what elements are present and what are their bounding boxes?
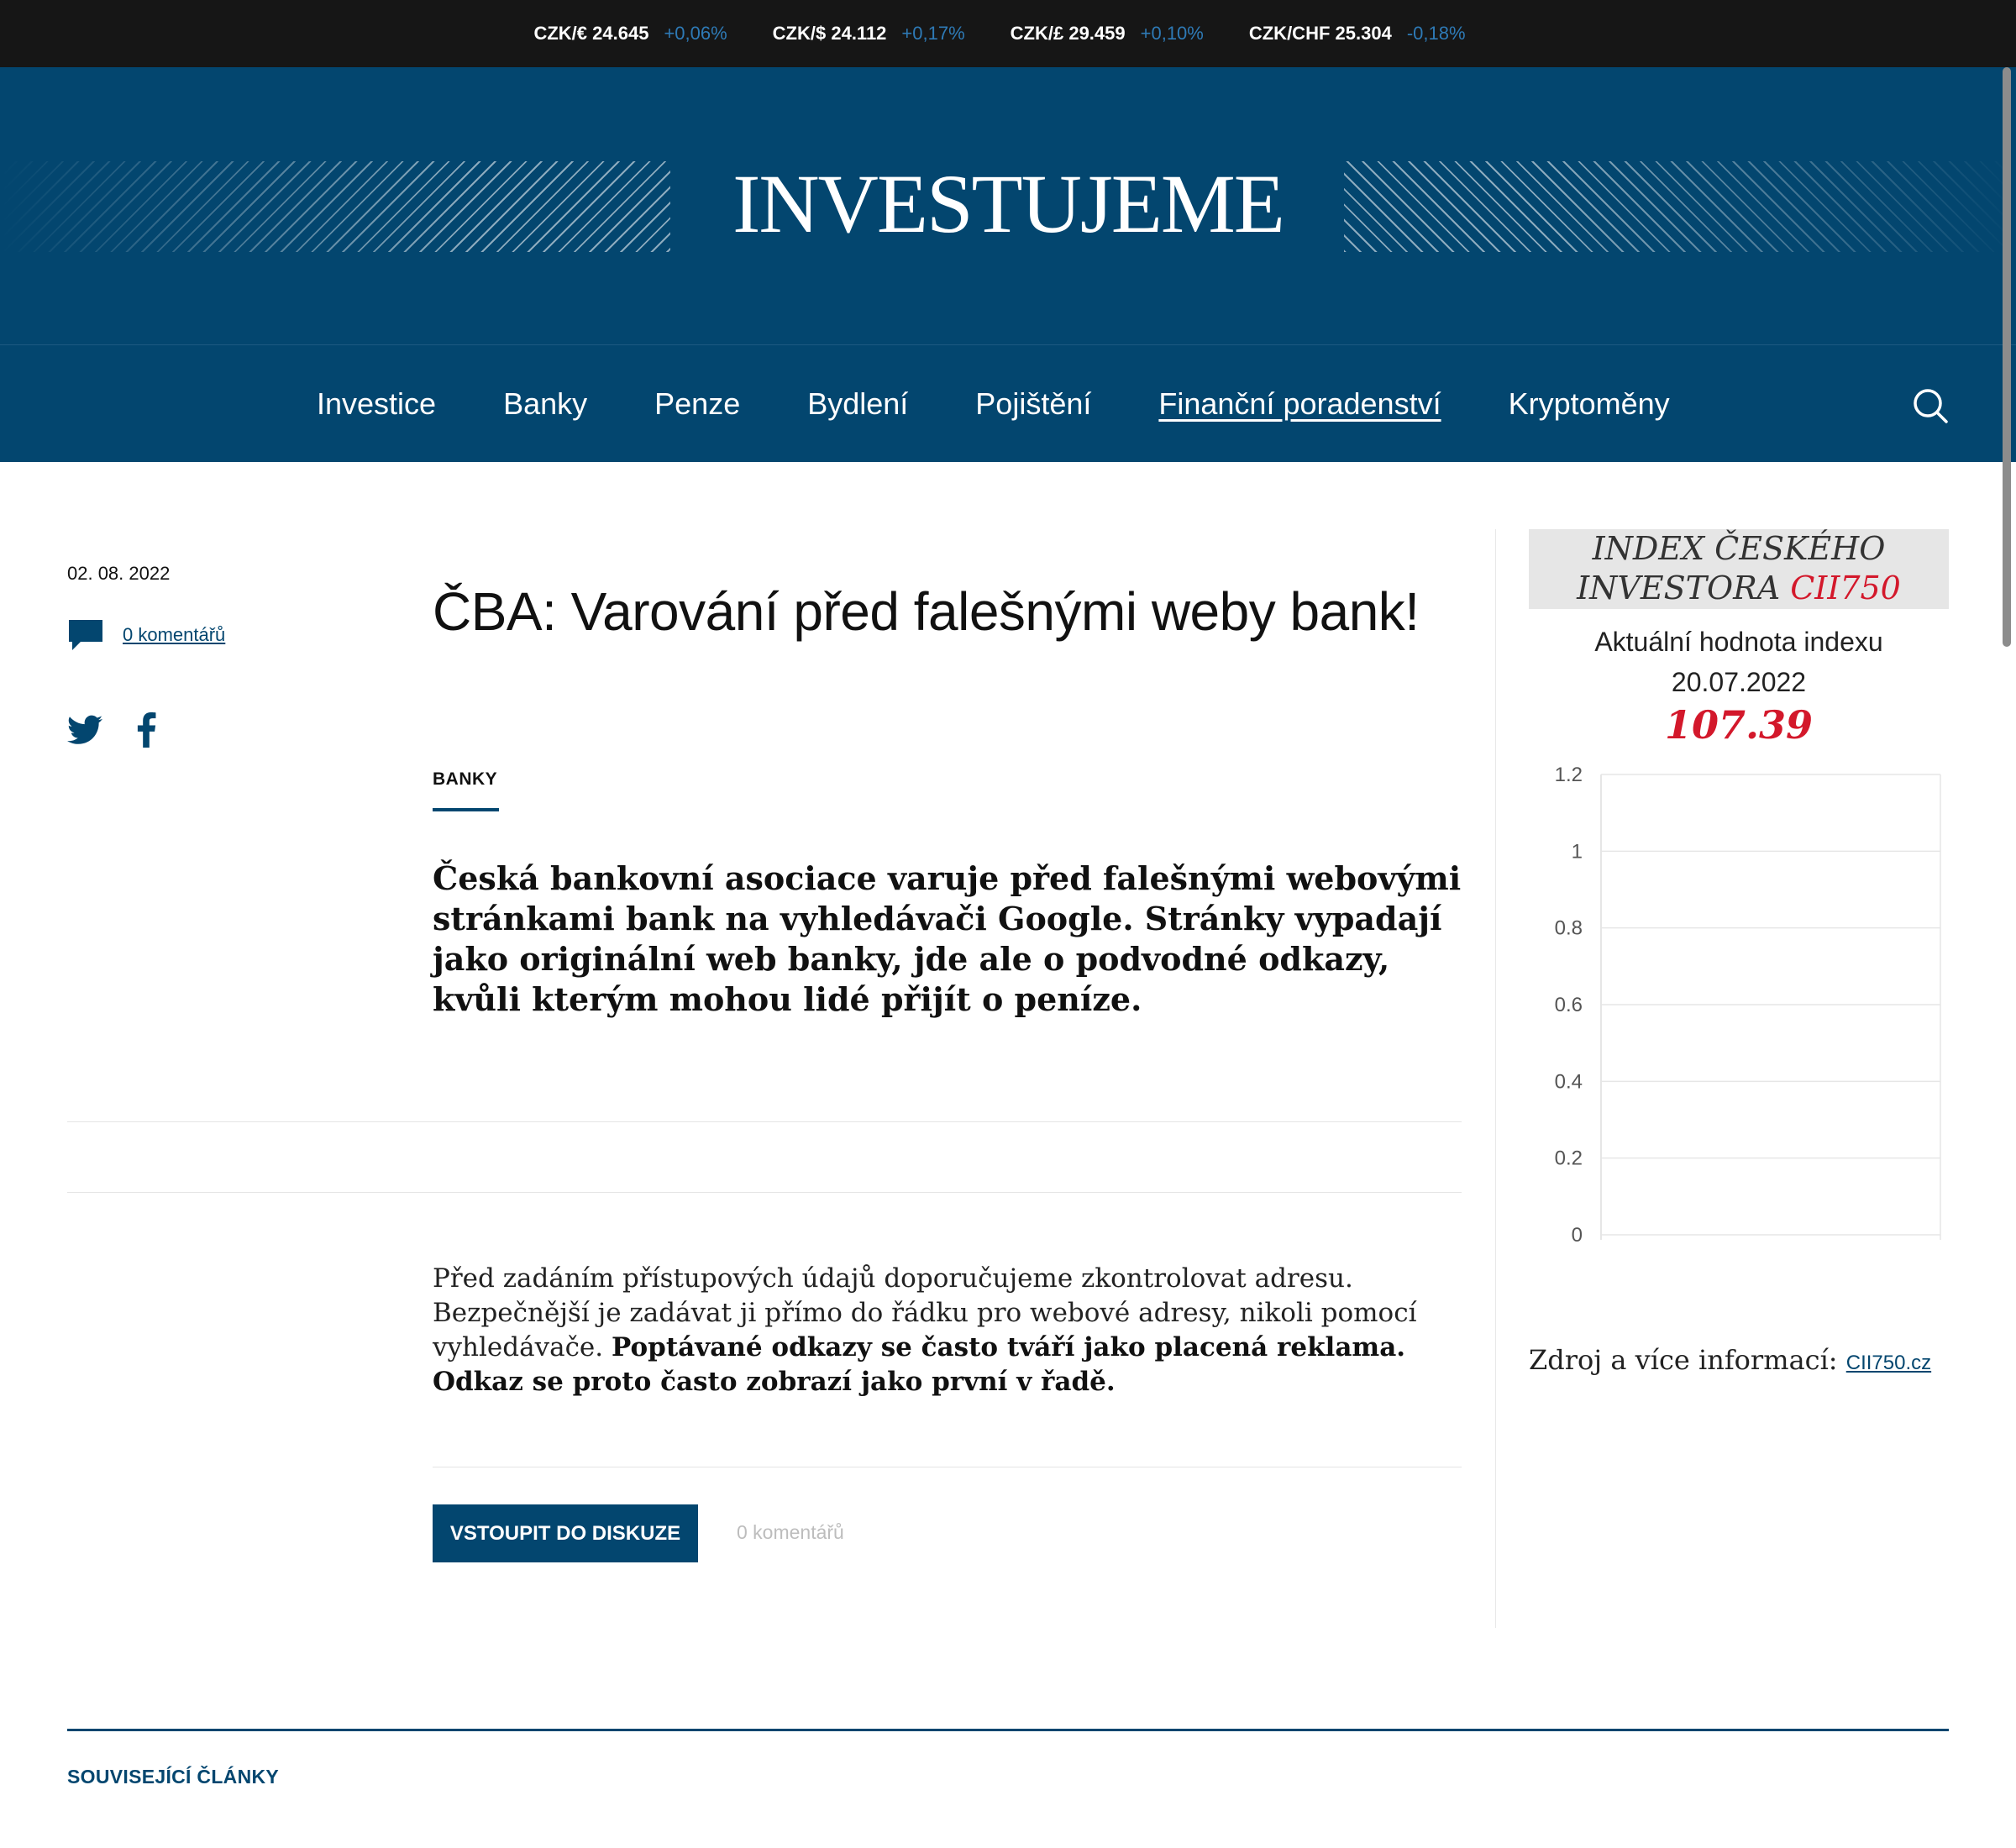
chart-y-tick-label: 0.8 [1554, 916, 1583, 940]
category-underline [433, 808, 499, 811]
index-widget-title-line1: INDEX ČESKÉHO [1592, 530, 1886, 567]
article-category[interactable]: BANKY [433, 769, 498, 789]
nav-item-banky[interactable]: Banky [503, 386, 588, 421]
nav-item-penze[interactable]: Penze [654, 386, 741, 421]
site-header [0, 67, 2016, 344]
ticker-pair: CZK/$ 24.112 [772, 23, 887, 44]
twitter-icon[interactable] [67, 715, 102, 745]
index-chart [1529, 756, 1949, 1260]
ticker-pair: CZK/€ 24.645 [533, 23, 649, 44]
article-headline: ČBA: Varování před falešnými weby bank! [433, 581, 1420, 642]
header-stripes-right [1344, 161, 2016, 252]
chart-y-tick-label: 0.4 [1554, 1070, 1583, 1094]
index-date: 20.07.2022 [1671, 667, 1807, 697]
page-scrollbar[interactable] [2003, 67, 2011, 647]
chart-y-tick-label: 0 [1571, 1224, 1583, 1247]
source-label: Zdroj a více informací: [1529, 1344, 1846, 1376]
main-nav [0, 344, 2016, 462]
index-value: 107.39 [1664, 702, 1814, 748]
comments-link-text[interactable]: 0 komentářů [123, 624, 226, 645]
divider [67, 1121, 1462, 1122]
ticker-change: +0,10% [1140, 23, 1204, 44]
chart-y-tick-label: 0.6 [1554, 994, 1583, 1016]
nav-item-pojisteni[interactable]: Pojištění [975, 386, 1092, 421]
chart-y-tick-label: 0.2 [1554, 1147, 1583, 1170]
chart-y-tick-label: 1 [1571, 840, 1583, 864]
nav-item-financni-poradenstvi[interactable]: Finanční poradenství [1158, 386, 1441, 421]
index-widget-title-highlight: CII750 [1790, 570, 1901, 606]
article-body-bold: Poptávané odkazy se často tváří jako placená reklama. Odkaz se proto často zobrazí jako první v řadě. [433, 1332, 1406, 1397]
related-articles-title: SOUVISEJÍCÍ ČLÁNKY [67, 1766, 280, 1788]
ticker-item-chf [1249, 23, 1466, 45]
comments-link[interactable] [67, 618, 225, 652]
currency-ticker [0, 0, 2016, 67]
source-info [1529, 1344, 1931, 1376]
article-date: 02. 08. 2022 [67, 563, 171, 584]
ticker-change: +0,17% [901, 23, 965, 44]
article-body [433, 1262, 1466, 1399]
ticker-item-gbp [1011, 23, 1204, 45]
ticker-item-eur [533, 23, 727, 45]
nav-item-kryptomeny[interactable]: Kryptoměny [1508, 386, 1670, 421]
index-widget-title-text: INVESTORA [1577, 570, 1791, 606]
social-share [67, 712, 156, 748]
divider [67, 1192, 1462, 1193]
search-icon[interactable] [1912, 387, 1949, 424]
source-link[interactable]: CII750.cz [1845, 1352, 1932, 1374]
ticker-change: +0,06% [664, 23, 727, 44]
index-subtitle: Aktuální hodnota indexu [1594, 627, 1883, 657]
site-logo[interactable]: INVESTUJEME [732, 157, 1284, 250]
article-perex: Česká bankovní asociace varuje před falešnými webovými stránkami bank na vyhledávači Google. Stránky vypadají jako originální web banky, jde ale o podvodné odkazy, kvůli kterým mohou lidé přijít o peníze. [433, 859, 1462, 1018]
sidebar-divider [1495, 529, 1496, 1628]
discussion-count: 0 komentářů [737, 1521, 844, 1543]
index-widget-title-line2 [1529, 569, 1949, 608]
article-body-text: Před zadáním přístupových údajů doporučujeme zkontrolovat adresu. Bezpečnější je zadávat ji přímo do řádku pro webové adresy, nikoli pomocí vyhledávače. [433, 1263, 1417, 1362]
facebook-icon[interactable] [136, 712, 156, 748]
header-stripes-left [0, 161, 670, 252]
join-discussion-button[interactable]: VSTOUPIT DO DISKUZE [433, 1504, 698, 1562]
ticker-pair: CZK/£ 29.459 [1010, 23, 1126, 44]
ticker-change: -0,18% [1406, 23, 1466, 44]
ticker-pair: CZK/CHF 25.304 [1248, 23, 1392, 44]
index-widget-title [1529, 529, 1949, 609]
comment-bubble-icon [67, 618, 104, 652]
nav-item-investice[interactable]: Investice [317, 386, 437, 421]
nav-items [317, 345, 1670, 463]
related-divider [67, 1729, 1949, 1731]
nav-item-bydleni[interactable]: Bydlení [807, 386, 909, 421]
chart-y-tick-label: 1.2 [1554, 764, 1583, 786]
ticker-item-usd [773, 23, 965, 45]
